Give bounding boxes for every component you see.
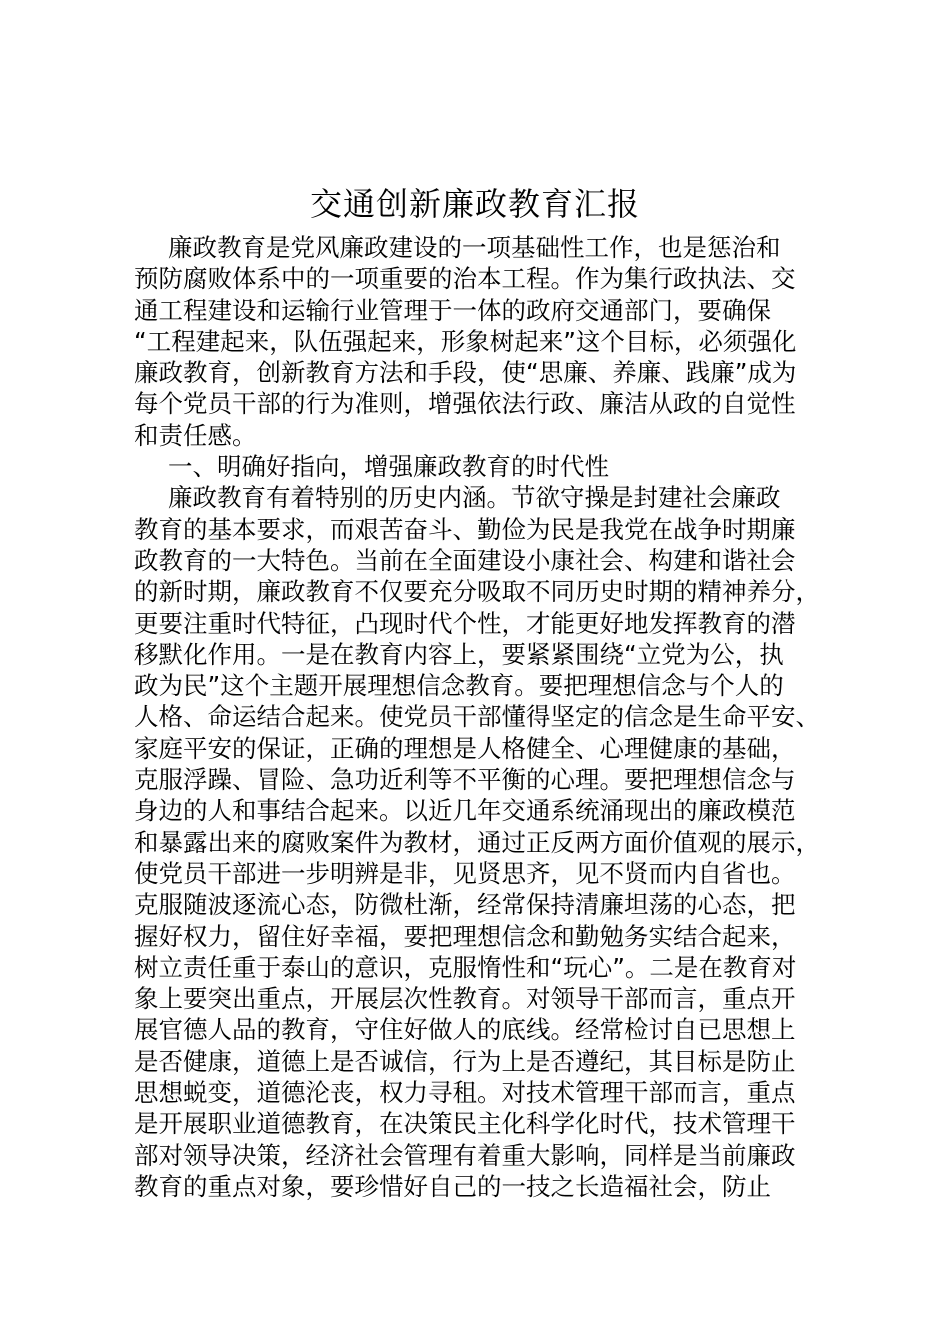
document-body xyxy=(134,232,854,1202)
paragraph-line: 人格、命运结合起来。使党员干部懂得坚定的信念是生命平安、 xyxy=(134,702,820,732)
paragraph-line: 更要注重时代特征，凸现时代个性，才能更好地发挥教育的潜 xyxy=(134,608,796,638)
paragraph-line: 部对领导决策，经济社会管理有着重大影响，同样是当前廉政 xyxy=(134,1140,796,1170)
paragraph-line: 身边的人和事结合起来。以近几年交通系统涌现出的廉政模范 xyxy=(134,796,796,826)
paragraph-line: 展官德人品的教育，守住好做人的底线。经常检讨自已思想上 xyxy=(134,1015,796,1045)
paragraph-line: 和责任感。 xyxy=(134,420,257,450)
document-title: 交通创新廉政教育汇报 xyxy=(309,185,640,223)
paragraph-line: 是开展职业道德教育，在决策民主化科学化时代，技术管理干 xyxy=(134,1109,796,1139)
paragraph-line: 预防腐败体系中的一项重要的治本工程。作为集行政执法、交 xyxy=(134,264,796,294)
paragraph-line: 是否健康，道德上是否诚信，行为上是否遵纪，其目标是防止 xyxy=(134,1046,796,1076)
paragraph-line: 树立责任重于泰山的意识，克服惰性和“玩心”。二是在教育对 xyxy=(134,952,797,982)
paragraph-line: 使党员干部进一步明辨是非，见贤思齐，见不贤而内自省也。 xyxy=(134,858,796,888)
section-heading: 一、明确好指向，增强廉政教育的时代性 xyxy=(168,452,609,482)
paragraph-line: 思想蜕变，道德沦丧，权力寻租。对技术管理干部而言，重点 xyxy=(134,1078,796,1108)
paragraph-line: 通工程建设和运输行业管理于一体的政府交通部门，要确保 xyxy=(134,295,771,325)
paragraph-line: 廉政教育，创新教育方法和手段，使“思廉、养廉、践廉”成为 xyxy=(134,358,797,388)
paragraph-line: 政教育的一大特色。当前在全面建设小康社会、构建和谐社会 xyxy=(134,545,796,575)
paragraph-line: 握好权力，留住好幸福，要把理想信念和勤勉务实结合起来， xyxy=(134,921,796,951)
paragraph-line: 象上要突出重点，开展层次性教育。对领导干部而言，重点开 xyxy=(134,984,796,1014)
paragraph-line: 廉政教育有着特别的历史内涵。节欲守操是封建社会廉政 xyxy=(168,483,781,513)
paragraph-line: 教育的重点对象，要珍惜好自己的一技之长造福社会，防止 xyxy=(134,1171,771,1201)
paragraph-line: 克服浮躁、冒险、急功近利等不平衡的心理。要把理想信念与 xyxy=(134,765,796,795)
paragraph-line: “工程建起来，队伍强起来，形象树起来”这个目标，必须强化 xyxy=(134,326,797,356)
paragraph-line: 教育的基本要求，而艰苦奋斗、勤俭为民是我党在战争时期廉 xyxy=(134,514,796,544)
paragraph-line: 的新时期，廉政教育不仅要充分吸取不同历史时期的精神养分， xyxy=(134,577,820,607)
paragraph-line: 和暴露出来的腐败案件为教材，通过正反两方面价值观的展示， xyxy=(134,827,820,857)
paragraph-line: 廉政教育是党风廉政建设的一项基础性工作，也是惩治和 xyxy=(168,233,781,262)
paragraph-line: 每个党员干部的行为准则，增强依法行政、廉洁从政的自觉性 xyxy=(134,389,796,419)
paragraph-line: 移默化作用。一是在教育内容上，要紧紧围绕“立党为公，执 xyxy=(134,639,784,669)
paragraph-line: 克服随波逐流心态，防微杜渐，经常保持清廉坦荡的心态，把 xyxy=(134,890,796,920)
paragraph-line: 家庭平安的保证，正确的理想是人格健全、心理健康的基础， xyxy=(134,733,796,763)
paragraph-line: 政为民”这个主题开展理想信念教育。要把理想信念与个人的 xyxy=(134,671,784,701)
